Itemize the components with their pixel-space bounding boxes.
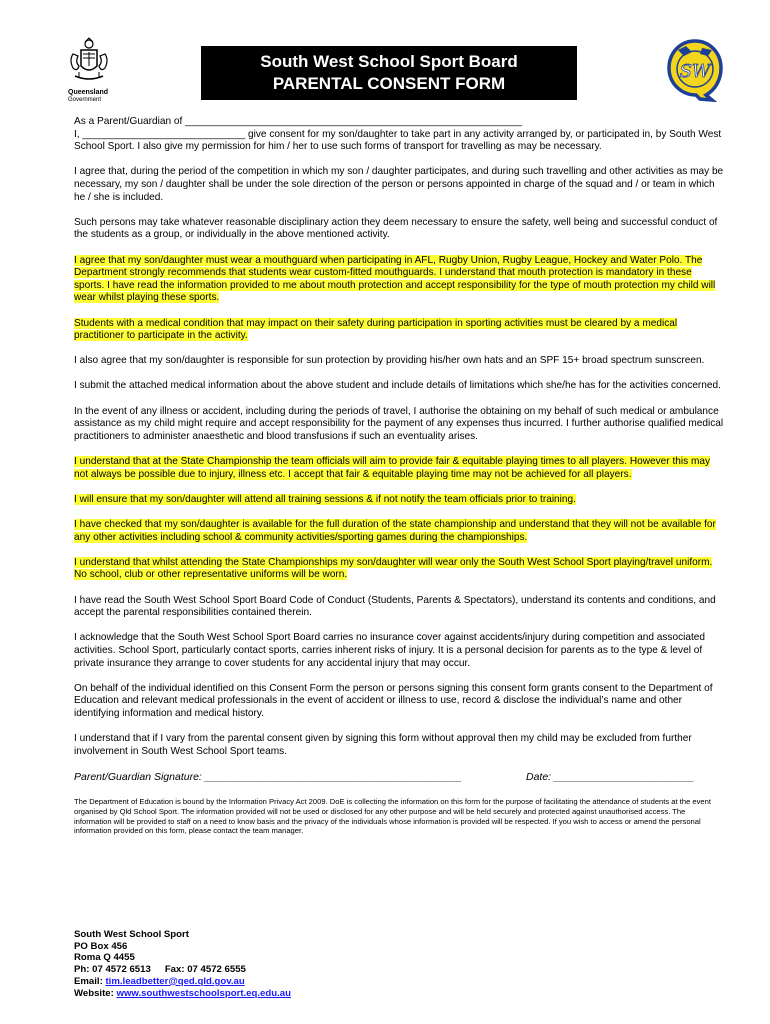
consent-paragraph-availability <box>74 519 724 544</box>
consent-paragraph-supervision: I agree that, during the period of the competition in which my son / daughter participates, and during such travelling and other activities as may be necessary, my son / daughter shall be under the sole direction of the person or persons appointed in charge of the squad and / or team in which he / she is included. <box>74 166 724 203</box>
footer-website-label: Website: <box>74 987 114 999</box>
footer-email-row <box>74 976 291 988</box>
contact-footer <box>74 929 291 999</box>
signature-field[interactable]: Parent/Guardian Signature: ____________________________________________ <box>74 770 462 783</box>
consent-paragraph-sun-protection: I also agree that my son/daughter is responsible for sun protection by providing his/her own hats and an SPF 15+ broad spectrum sunscreen. <box>74 355 705 367</box>
consent-paragraph-medical-clearance <box>74 318 724 343</box>
consent-paragraph-illness: In the event of any illness or accident, including during the periods of travel, I authorise the obtaining on my behalf of such medical or ambulance assistance as my child might require and accept responsibility for the payment of any expenses thus incurred. I further authorise qualified medical practitioners to administer anaesthetic and blood transfusions if such an eventuality arises. <box>74 405 724 442</box>
gov-logo-name: Queensland <box>68 89 109 96</box>
form-title: PARENTAL CONSENT FORM <box>272 74 506 93</box>
consent-paragraph-medical-info: I submit the attached medical information about the above student and include details of limitations which she/he has for the activities concerned. <box>74 380 721 392</box>
south-west-sport-logo <box>666 38 724 102</box>
footer-email-label: Email: <box>74 975 103 987</box>
footer-town: Roma Q 4455 <box>74 952 135 964</box>
consent-paragraph-privacy-consent: On behalf of the individual identified on this Consent Form the person or persons signing this consent form grants consent to the Department of Education and relevant medical professionals in the event of accident or illness to use, record & disclose the individual’s name and other identifying information and medical history. <box>74 682 713 719</box>
consent-paragraph-mouthguard <box>74 255 724 305</box>
queensland-coat-of-arms-icon <box>65 36 113 84</box>
guardian-line: As a Parent/Guardian of ____________________________________________________________ <box>74 116 522 127</box>
footer-email-link[interactable]: tim.leadbetter@qed.qld.gov.au <box>105 975 245 987</box>
footer-website-row <box>74 988 291 1000</box>
playing-time-highlighted-text: I understand that at the State Championship the team officials will aim to provide fair & equitable playing times to all players. However this may not always be possible due to injury, illness etc. I accept that fair & equitable playing time may not be achieved for all players. <box>74 456 711 480</box>
medical-clearance-highlighted-text: Students with a medical condition that may impact on their safety during participation in sporting activities must be cleared by a medical practitioner to participate in the activity. <box>74 317 678 342</box>
footer-po-box: PO Box 456 <box>74 940 128 952</box>
consent-paragraph-playing-time <box>74 456 724 481</box>
availability-highlighted-text: I have checked that my son/daughter is available for the full duration of the state championship and understand that they will not be available for any other activities including school & community activities/sporting games during the championships. <box>74 519 716 543</box>
gov-logo-subtitle: Government <box>68 97 102 103</box>
form-title-banner <box>201 46 577 100</box>
date-field[interactable]: Date: ________________________ <box>526 770 695 783</box>
queensland-government-logo <box>60 36 118 102</box>
uniform-highlighted-text: I understand that whilst attending the State Championships my son/daughter will wear only the South West School Sport playing/travel uniform. No school, club or other representative uniforms will be worn. <box>74 556 713 581</box>
consent-paragraph-code-of-conduct: I have read the South West School Sport Board Code of Conduct (Students, Parents & Spectators), understand its contents and conditions, and accept the parental responsibilities contained therein. <box>74 594 716 619</box>
footer-website-link[interactable]: www.southwestschoolsport.eq.edu.au <box>116 987 291 999</box>
consent-paragraph-uniform <box>74 557 724 582</box>
consent-body <box>74 116 724 848</box>
consent-paragraph-discipline: Such persons may take whatever reasonable disciplinary action they deem necessary to ensure the safety, well being and successful conduct of the students as a group, or individually in the above mentioned activity. <box>74 216 718 241</box>
signature-row <box>74 771 724 784</box>
sw-logo-text: SW <box>679 61 711 82</box>
training-highlighted-text: I will ensure that my son/daughter will attend all training sessions & if not notify the team officials prior to training. <box>74 493 576 505</box>
consent-paragraph-insurance: I acknowledge that the South West School Sport Board carries no insurance cover against accidents/injury during competition and associated activities. School Sport, particularly contact sports, carries inherent risks of injury. It is a personal decision for parents as to the type & level of private insurance they arrange to cover students for any accidental injury that may occur. <box>74 632 706 669</box>
privacy-notice: The Department of Education is bound by the Information Privacy Act 2009. DoE is collecting the information on this form for the purpose of facilitating the attendance of students at the event organised by Qld School Sport. The information provided will not be used or disclosed for any other purpose and will be held securely and protected against unauthorised access. The information will be provided to staff on a need to know basis and the privacy of the individuals whose information is provided will be respected. If you wish to access or amend the personal information provided on this form, please contact the team manager. <box>74 797 711 836</box>
consent-paragraph-training <box>74 494 724 507</box>
board-title: South West School Sport Board <box>260 52 518 71</box>
footer-phone: Ph: 07 4572 6513 <box>74 964 151 976</box>
mouthguard-highlighted-text: I agree that my son/daughter must wear a mouthguard when participating in AFL, Rugby Union, Rugby League, Hockey and Water Polo. The Department strongly recommends that students wear custom-fitted mouthguards. I understand that mouth protection is mandatory in these sports. I have read the information provided to me about mouth protection and accept responsibility for the type of mouth protection my child will wear whilst playing these sports. <box>74 254 716 304</box>
footer-fax: Fax: 07 4572 6555 <box>164 964 246 976</box>
consent-paragraph-participation: I, _____________________________ give consent for my son/daughter to take part in any activity arranged by, or participated in, by South West School Sport. I also give my permission for him / her to use such forms of transport for travelling as may be necessary. <box>74 128 722 153</box>
footer-org: South West School Sport <box>74 929 189 940</box>
footer-phone-fax <box>74 964 291 976</box>
consent-paragraph-exclusion: I understand that if I vary from the parental consent given by signing this form without approval then my child may be excluded from further involvement in South West School Sport teams. <box>74 733 692 757</box>
